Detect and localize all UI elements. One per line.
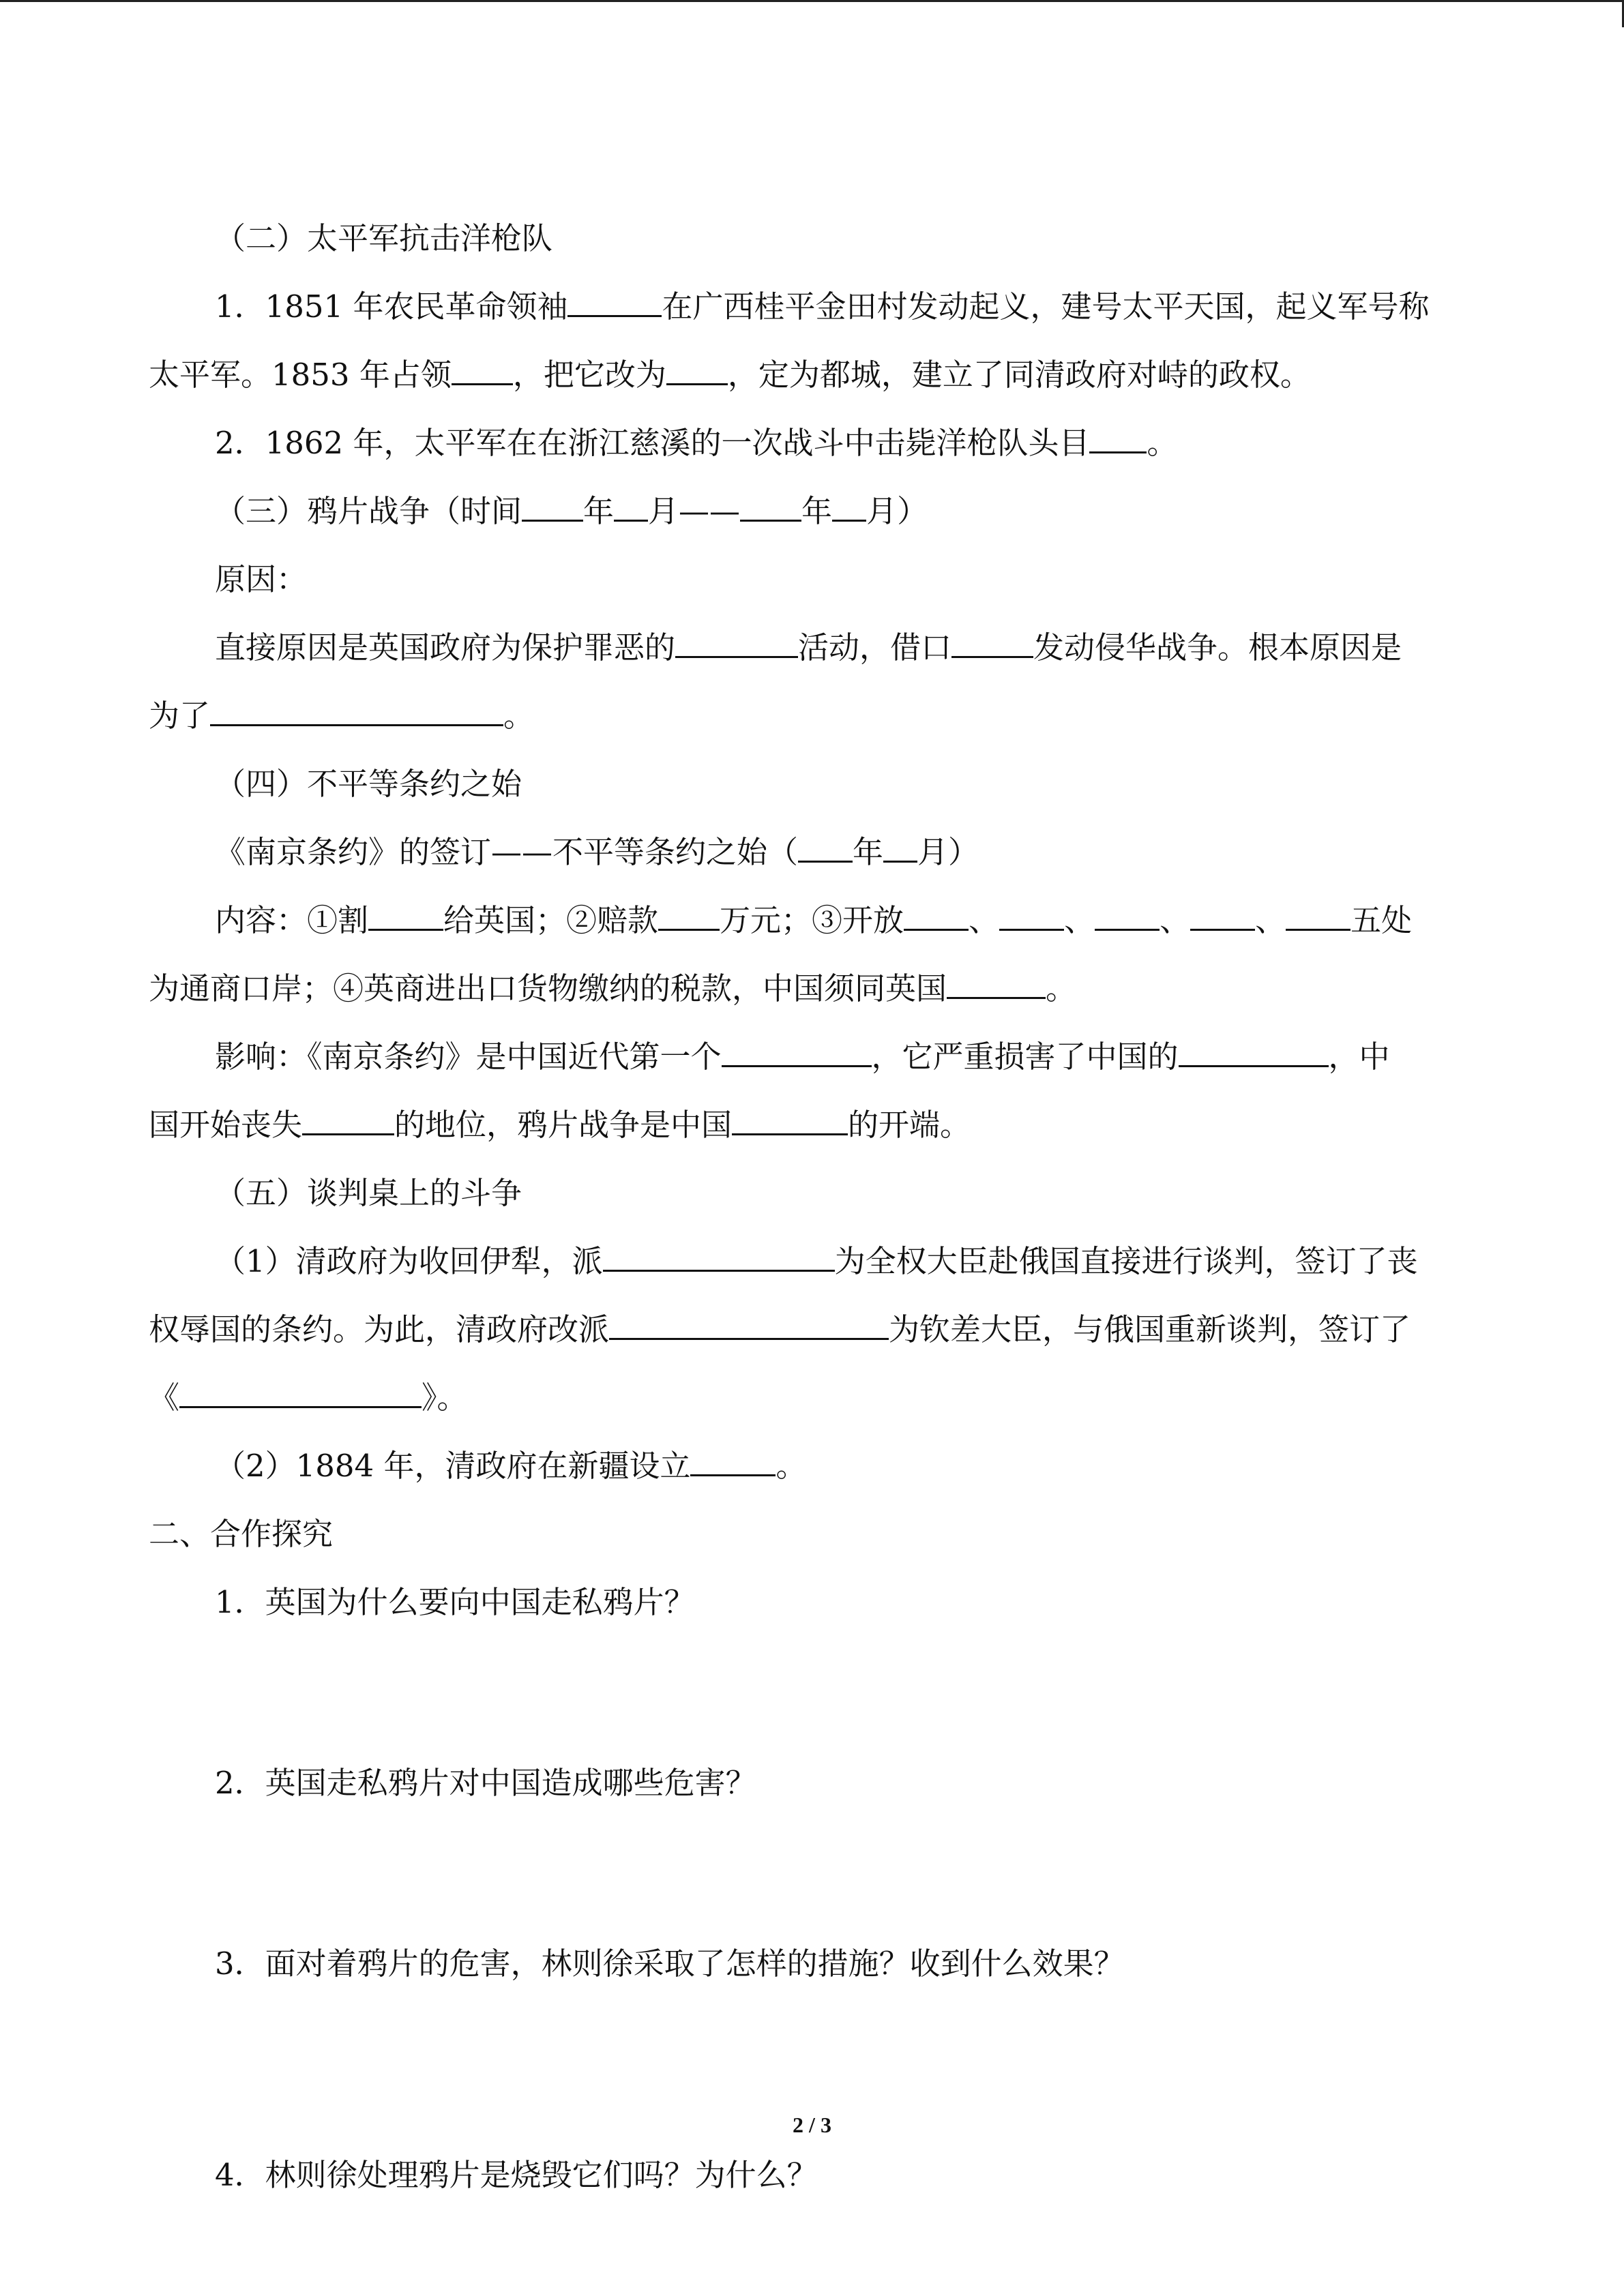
answer-space-2[interactable] bbox=[149, 1817, 1476, 1930]
cause-line2: 为了 。 bbox=[149, 698, 535, 734]
blank-port-2[interactable] bbox=[999, 904, 1064, 931]
coop-question-1: 1．英国为什么要向中国走私鸦片？ bbox=[215, 1584, 695, 1620]
coop-question-2: 2．英国走私鸦片对中国造成哪些危害？ bbox=[215, 1765, 756, 1801]
blank-pretext[interactable] bbox=[951, 631, 1033, 658]
treaty-line: 《南京条约》的签订——不平等条约之始（ 年 月） bbox=[215, 834, 979, 870]
blank-renamed-city[interactable] bbox=[666, 359, 728, 385]
s2-question-2: 2．1862 年，太平军在在浙江慈溪的一次战斗中击毙洋枪队头目 。 bbox=[215, 425, 1178, 461]
answer-space-1[interactable] bbox=[149, 1637, 1476, 1749]
s2-question-1-line2: 太平军。1853 年占领 ，把它改为 ，定为都城，建立了同清政府对峙的政权。 bbox=[149, 357, 1311, 393]
blank-first-envoy[interactable] bbox=[603, 1245, 835, 1272]
blank-start-month[interactable] bbox=[614, 495, 648, 522]
s2-question-1-line1: 1．1851 年农民革命领袖 在广西桂平金田村发动起义，建号太平天国，起义军号称 bbox=[215, 288, 1430, 325]
blank-end-month[interactable] bbox=[832, 495, 866, 522]
cause-line1: 直接原因是英国政府为保护罪恶的 活动，借口 发动侵华战争。根本原因是 bbox=[215, 629, 1402, 666]
blank-smuggling-activity[interactable] bbox=[675, 631, 798, 658]
blank-end-year[interactable] bbox=[740, 495, 801, 522]
blank-xinjiang-admin[interactable] bbox=[690, 1450, 776, 1476]
negotiation-line2: 权辱国的条约。为此，清政府改派 为钦差大臣，与俄国重新谈判，签订了 bbox=[149, 1311, 1411, 1347]
blank-commander[interactable] bbox=[1089, 427, 1147, 453]
blank-treaty-month[interactable] bbox=[883, 836, 917, 863]
section-5-title: （五）谈判桌上的斗争 bbox=[215, 1175, 522, 1211]
blank-sovereignty[interactable] bbox=[1179, 1041, 1329, 1067]
blank-port-1[interactable] bbox=[904, 904, 969, 931]
blank-treaty-year[interactable] bbox=[798, 836, 853, 863]
blank-treaty-type[interactable] bbox=[722, 1041, 872, 1067]
section-2-title: （二）太平军抗击洋枪队 bbox=[215, 220, 553, 256]
negotiation-line1: （1）清政府为收回伊犁，派 为全权大臣赴俄国直接进行谈判，签订了丧 bbox=[215, 1243, 1418, 1279]
blank-port-3[interactable] bbox=[1095, 904, 1160, 931]
blank-history-start[interactable] bbox=[732, 1109, 848, 1135]
blank-port-4[interactable] bbox=[1190, 904, 1255, 931]
blank-leader[interactable] bbox=[567, 290, 662, 317]
blank-root-cause[interactable] bbox=[210, 700, 503, 726]
blank-status[interactable] bbox=[302, 1109, 394, 1135]
worksheet-body bbox=[149, 205, 1476, 2209]
coop-question-3: 3．面对着鸦片的危害，林则徐采取了怎样的措施？收到什么效果？ bbox=[215, 1945, 1125, 1982]
coop-question-4: 4．林则徐处理鸦片是烧毁它们吗？为什么？ bbox=[215, 2157, 818, 2193]
page-number: 2 / 3 bbox=[793, 2113, 831, 2137]
blank-ceded-territory[interactable] bbox=[368, 904, 443, 931]
blank-tariff[interactable] bbox=[947, 972, 1046, 999]
top-border-line bbox=[0, 0, 1624, 2]
cooperation-title: 二、合作探究 bbox=[149, 1516, 334, 1552]
blank-treaty-name[interactable] bbox=[179, 1382, 422, 1408]
content-line1: 内容：①割 给英国；②赔款 万元；③开放 、 、 、 、 五处 bbox=[215, 902, 1413, 938]
impact-line1: 影响：《南京条约》是中国近代第一个 ，它严重损害了中国的 ，中 bbox=[215, 1039, 1390, 1075]
blank-indemnity[interactable] bbox=[658, 904, 720, 931]
content-line2: 为通商口岸；④英商进出口货物缴纳的税款，中国须同英国 。 bbox=[149, 970, 1077, 1007]
impact-line2: 国开始丧失 的地位，鸦片战争是中国 的开端。 bbox=[149, 1107, 971, 1143]
blank-second-envoy[interactable] bbox=[609, 1313, 889, 1340]
blank-occupied-city[interactable] bbox=[452, 359, 513, 385]
section-3-title: （三）鸦片战争（时间 年 月—— 年 月） bbox=[215, 493, 928, 529]
cause-label: 原因： bbox=[215, 561, 308, 597]
province-line: （2）1884 年，清政府在新疆设立 。 bbox=[215, 1448, 807, 1484]
blank-port-5[interactable] bbox=[1286, 904, 1350, 931]
section-4-title: （四）不平等条约之始 bbox=[215, 766, 522, 802]
blank-start-year[interactable] bbox=[522, 495, 583, 522]
negotiation-line3: 《 》。 bbox=[149, 1380, 468, 1416]
